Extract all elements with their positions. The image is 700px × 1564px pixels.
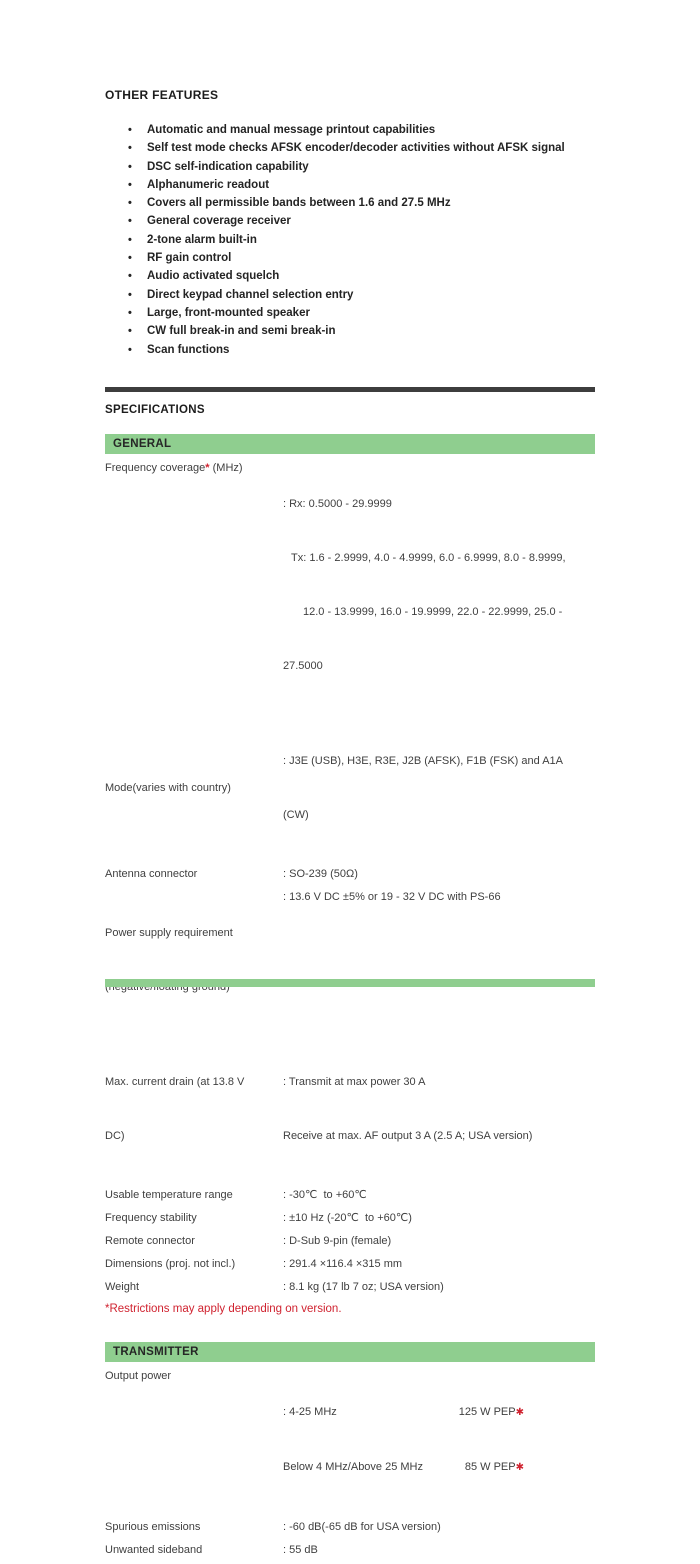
spec-value: : SO-239 (50Ω) xyxy=(283,867,358,880)
spec-label: Frequency coverage* (MHz) xyxy=(105,461,243,474)
restriction-asterisk: ✱ xyxy=(515,1461,524,1473)
table-row xyxy=(105,1209,595,1227)
spec-value: : ±10 Hz (-20℃ to +60℃) xyxy=(283,1211,412,1224)
feature-text: Automatic and manual message printout capabilities xyxy=(147,124,436,136)
list-item xyxy=(105,121,595,139)
restriction-asterisk: ✱ xyxy=(515,1406,524,1418)
bullet-icon: • xyxy=(128,270,132,283)
table-row xyxy=(105,1367,595,1513)
power-range: : 4-25 MHz xyxy=(283,1405,337,1418)
bullet-icon: • xyxy=(128,233,132,246)
spec-label: Max. current drain (at 13.8 V DC) xyxy=(105,1075,245,1142)
feature-text: Scan functions xyxy=(147,343,230,356)
list-item xyxy=(105,139,595,157)
spec-label: Power supply requirement xyxy=(105,926,233,939)
table-row xyxy=(105,865,595,883)
spec-value xyxy=(283,1367,595,1513)
restrictions-footnote: *Restrictions may apply depending on version. xyxy=(105,1302,342,1315)
list-item xyxy=(105,231,595,249)
table-row xyxy=(105,1255,595,1273)
spec-value: : J3E (USB), H3E, R3E, J2B (AFSK), F1B (FSK) and A1A (CW) xyxy=(283,754,563,821)
spec-label: Remote connector xyxy=(105,1234,195,1247)
spec-label: Unwanted sideband xyxy=(105,1543,203,1556)
spec-label: Dimensions (proj. not incl.) xyxy=(105,1257,236,1270)
general-spec-table xyxy=(105,459,595,1296)
bullet-icon: • xyxy=(128,215,132,228)
transmitter-spec-table xyxy=(105,1367,595,1559)
table-row xyxy=(105,1541,595,1559)
list-item xyxy=(105,212,595,230)
spec-label: Usable temperature range xyxy=(105,1188,233,1201)
spec-value: : D-Sub 9-pin (female) xyxy=(283,1234,392,1247)
spec-value: : 13.6 V DC ±5% or 19 - 32 V DC with PS-66 xyxy=(283,890,501,903)
next-section-header-cutoff xyxy=(105,979,595,987)
power-rating: 125 W PEP✱ xyxy=(458,1405,524,1418)
bullet-icon: • xyxy=(128,178,132,191)
list-item xyxy=(105,341,595,359)
spec-label: Spurious emissions xyxy=(105,1520,201,1533)
restriction-asterisk: * xyxy=(205,461,210,474)
feature-text: DSC self-indication capability xyxy=(147,160,309,173)
spec-label: Weight xyxy=(105,1280,140,1293)
table-row xyxy=(105,716,595,860)
feature-text: General coverage receiver xyxy=(147,215,291,228)
transmitter-section-header: TRANSMITTER xyxy=(105,1342,595,1362)
spec-value: : Rx: 0.5000 - 29.9999 Tx: 1.6 - 2.9999, 4.0 - 4.9999, 6.0 - 6.9999, 8.0 - 8.9999, 12.0 - 13.9999, 16.0 - 19.9999, 22.0 - 22.9999, 25.0 - 27.5000 xyxy=(283,497,566,672)
spec-label: Output power xyxy=(105,1369,172,1382)
feature-text: Audio activated squelch xyxy=(147,270,280,283)
spec-value: : 8.1 kg (17 lb 7 oz; USA version) xyxy=(283,1280,444,1293)
section-divider-rule xyxy=(105,387,595,392)
list-item xyxy=(105,304,595,322)
table-row xyxy=(105,1278,595,1296)
list-item xyxy=(105,194,595,212)
list-item xyxy=(105,158,595,176)
feature-text: Alphanumeric readout xyxy=(147,178,270,191)
feature-text: Covers all permissible bands between 1.6 and 27.5 MHz xyxy=(147,197,451,210)
power-rating: 85 W PEP✱ xyxy=(464,1460,524,1473)
bullet-icon: • xyxy=(128,343,132,356)
spec-value: : 291.4 ×116.4 ×315 mm xyxy=(283,1257,403,1270)
spec-value: : 55 dB xyxy=(283,1543,318,1556)
page-content xyxy=(105,0,595,1564)
bullet-icon: • xyxy=(128,124,132,136)
table-row xyxy=(105,1518,595,1536)
feature-text: CW full break-in and semi break-in xyxy=(147,325,336,338)
spec-value: : -60 dB(-65 dB for USA version) xyxy=(283,1520,441,1533)
bullet-icon: • xyxy=(128,160,132,173)
list-item xyxy=(105,322,595,340)
spec-value: : -30℃ to +60℃ xyxy=(283,1188,367,1201)
table-row xyxy=(105,888,595,1032)
other-features-list xyxy=(105,121,595,359)
specifications-title: SPECIFICATIONS xyxy=(105,403,205,416)
bullet-icon: • xyxy=(128,288,132,301)
feature-text: Large, front-mounted speaker xyxy=(147,306,310,319)
bullet-icon: • xyxy=(128,306,132,319)
bullet-icon: • xyxy=(128,142,132,155)
bullet-icon: • xyxy=(128,325,132,338)
feature-text: Direct keypad channel selection entry xyxy=(147,288,354,301)
power-range: Below 4 MHz/Above 25 MHz xyxy=(283,1460,423,1473)
feature-text: 2-tone alarm built-in xyxy=(147,233,257,246)
bullet-icon: • xyxy=(128,252,132,265)
table-row xyxy=(105,459,595,711)
bullet-icon: • xyxy=(128,197,132,210)
list-item xyxy=(105,176,595,194)
feature-text: RF gain control xyxy=(147,252,232,265)
general-section-header: GENERAL xyxy=(105,434,595,454)
spec-label: Antenna connector xyxy=(105,867,198,880)
table-row xyxy=(105,1232,595,1250)
list-item xyxy=(105,249,595,267)
feature-text: Self test mode checks AFSK encoder/decoder activities without AFSK signal xyxy=(147,142,565,155)
other-features-title: OTHER FEATURES xyxy=(105,88,219,102)
spec-value: : Transmit at max power 30 A Receive at max. AF output 3 A (2.5 A; USA version) xyxy=(283,1075,533,1142)
spec-label: Frequency stability xyxy=(105,1211,197,1224)
table-row xyxy=(105,1037,595,1181)
spec-label: Mode(varies with country) xyxy=(105,781,231,794)
table-row xyxy=(105,1186,595,1204)
list-item xyxy=(105,267,595,285)
list-item xyxy=(105,286,595,304)
